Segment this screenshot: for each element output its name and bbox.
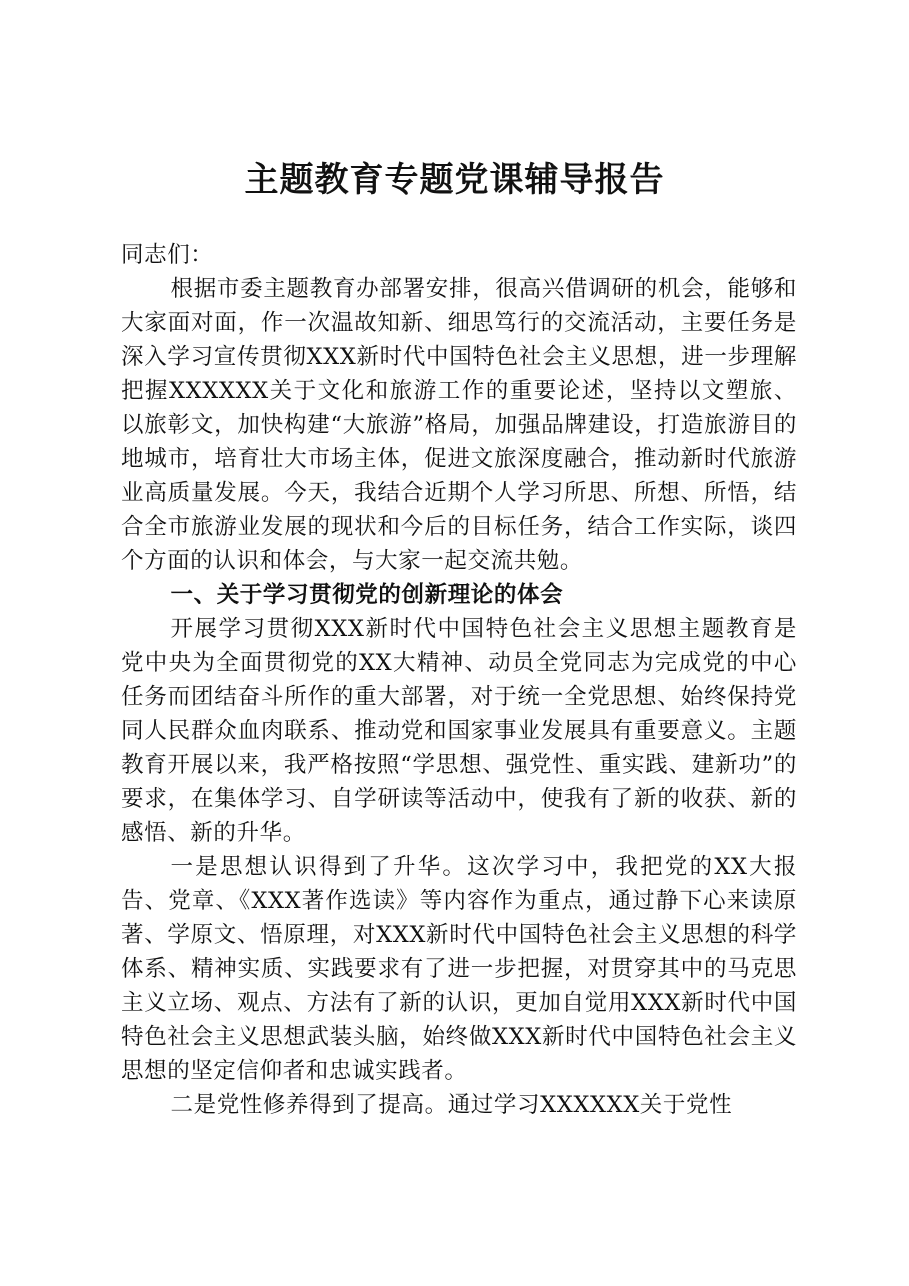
section-paragraph: 二是党性修养得到了提高。通过学习XXXXXX关于党性 [170, 1092, 733, 1118]
section-paragraph: 一是思想认识得到了升华。这次学习中，我把党的XX大报告、党章、《XXX著作选读》等内容作为重点，通过静下心来读原著、学原文、悟原理，对XXX新时代中国特色社会主义思想的科学体系、精神实质、实践要求有了进一步把握，对贯穿其中的马克思主义立场、观点、方法有了新的认识，更加自觉用XXX新时代中国特色社会主义思想武装头脑，始终做XXX新时代中国特色社会主义思想的坚定信仰者和忠诚实践者。 [121, 854, 797, 1084]
greeting: 同志们： [121, 242, 214, 268]
document-title: 主题教育专题党课辅导报告 [244, 160, 665, 200]
document-body [121, 238, 797, 1122]
section-paragraph: 开展学习贯彻XXX新时代中国特色社会主义思想主题教育是党中央为全面贯彻党的XX大精神、动员全党同志为完成党的中心任务而团结奋斗所作的重大部署，对于统一全党思想、始终保持党同人民群众血肉联系、推动党和国家事业发展具有重要意义。主题教育开展以来，我严格按照“学思想、强党性、重实践、建新功”的要求，在集体学习、自学研读等活动中，使我有了新的收获、新的感悟、新的升华。 [121, 616, 797, 846]
intro-paragraph: 根据市委主题教育办部署安排，很高兴借调研的机会，能够和大家面对面，作一次温故知新、细思笃行的交流活动，主要任务是深入学习宣传贯彻XXX新时代中国特色社会主义思想，进一步理解把握XXXXXX关于文化和旅游工作的重要论述，坚持以文塑旅、以旅彰文，加快构建“大旅游”格局，加强品牌建设，打造旅游目的地城市，培育壮大市场主体，促进文旅深度融合，推动新时代旅游业高质量发展。今天，我结合近期个人学习所思、所想、所悟，结合全市旅游业发展的现状和今后的目标任务，结合工作实际，谈四个方面的认识和体会，与大家一起交流共勉。 [121, 276, 797, 574]
section-heading: 一、关于学习贯彻党的创新理论的体会 [170, 582, 564, 608]
